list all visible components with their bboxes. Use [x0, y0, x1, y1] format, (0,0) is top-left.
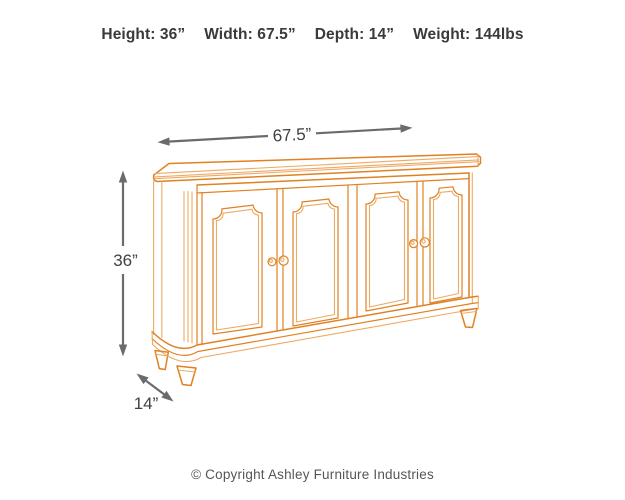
dimension-weight-text: Weight: 144lbs — [413, 26, 524, 43]
door-panel-4 — [430, 187, 462, 303]
copyright-notice: © Copyright Ashley Furniture Industries — [191, 467, 434, 482]
height-dimension-arrow — [113, 171, 138, 357]
arrowhead-left-icon — [158, 137, 170, 145]
cabinet-drawing — [152, 154, 481, 386]
depth-dimension-arrow — [134, 374, 174, 414]
arrowhead-right-icon — [400, 124, 412, 132]
width-dimension-label: 67.5” — [272, 124, 312, 146]
base-molding — [152, 296, 478, 361]
dimension-depth-text: Depth: 14” — [314, 26, 395, 43]
height-dimension-label: 36” — [113, 251, 138, 270]
dimension-width-text: Width: 67.5” — [204, 26, 296, 43]
door-panel-1 — [213, 205, 262, 334]
depth-dimension-label: 14” — [133, 394, 159, 413]
cabinet-left-side — [154, 181, 197, 344]
door-panel-3 — [366, 192, 408, 311]
dimension-height-text: Height: 36” — [101, 26, 186, 43]
arrowhead-down-icon — [119, 345, 127, 357]
cabinet-top — [154, 154, 481, 181]
door-panel-2 — [293, 199, 338, 326]
door-knobs — [268, 238, 429, 266]
width-dimension-arrow — [158, 124, 413, 145]
arrowhead-up-icon — [119, 171, 127, 183]
cabinet-feet — [155, 309, 477, 386]
